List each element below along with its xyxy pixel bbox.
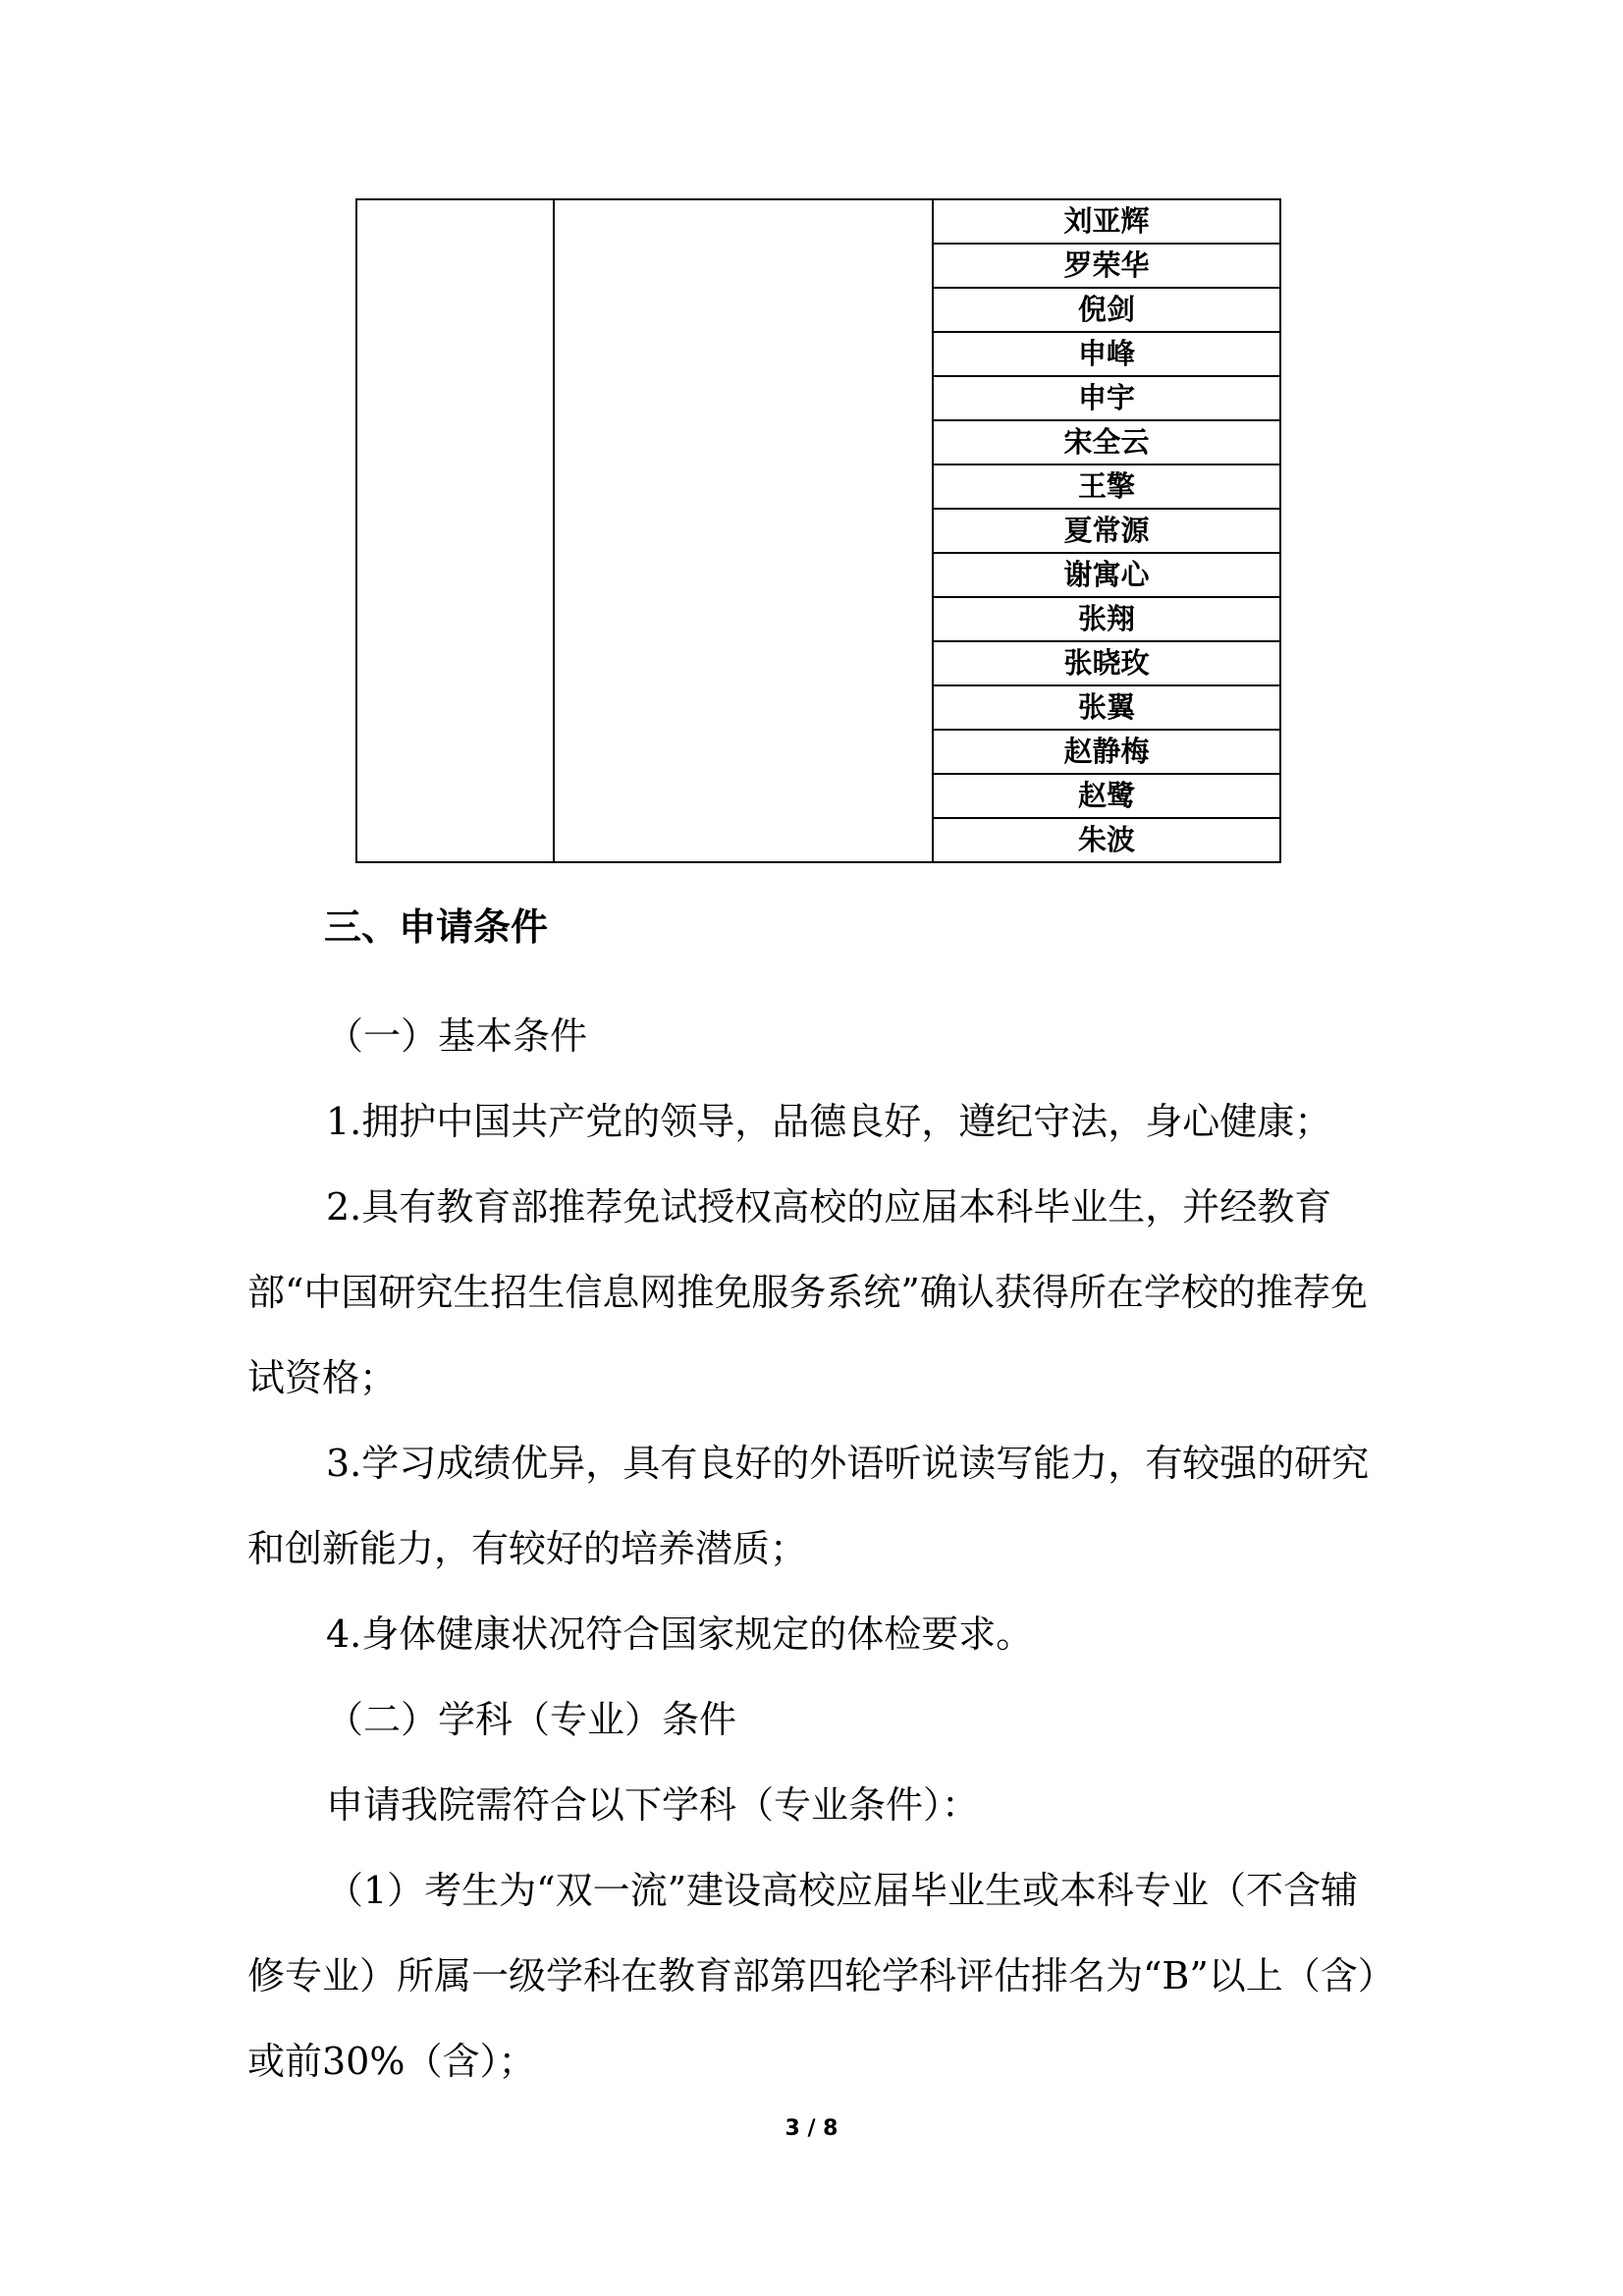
empty-cell [356,199,554,862]
faculty-table [355,198,1281,863]
section-body [247,994,1386,2105]
page-number: 3 / 8 [784,2116,839,2141]
name-cell: 谢寓心 [933,553,1280,597]
paragraph: （1）考生为“双一流”建设高校应届毕业生或本科专业（不含辅修专业）所属一级学科在教育部第四轮学科评估排名为“B”以上（含）或前30%（含）； [247,1869,1377,2083]
name-cell: 倪剑 [933,288,1280,332]
paragraph: （二）学科（专业）条件 [326,1698,737,1741]
name-cell: 夏常源 [933,509,1280,553]
name-cell: 张晓玫 [933,641,1280,685]
table-row [356,199,1280,244]
name-cell: 王擎 [933,465,1280,509]
name-cell: 申宇 [933,376,1280,420]
paragraph: 2.具有教育部推荐免试授权高校的应届本科毕业生，并经教育部“中国研究生招生信息网推免服务系统”确认获得所在学校的推荐免试资格； [247,1185,1368,1399]
name-cell: 赵静梅 [933,730,1280,774]
empty-cell [554,199,933,862]
name-cell: 罗荣华 [933,244,1280,288]
paragraph: 3.学习成绩优异，具有良好的外语听说读写能力，有较强的研究和创新能力，有较好的培养潜质； [247,1442,1370,1570]
name-cell: 申峰 [933,332,1280,376]
name-cell: 宋全云 [933,420,1280,465]
name-cell: 张翔 [933,597,1280,641]
name-cell: 赵鹭 [933,774,1280,818]
section-heading: 三、申请条件 [324,905,549,949]
paragraph: 1.拥护中国共产党的领导，品德良好，遵纪守法，身心健康； [326,1100,1332,1143]
paragraph: 4.身体健康状况符合国家规定的体检要求。 [326,1613,1034,1656]
paragraph: 申请我院需符合以下学科（专业条件）： [326,1783,980,1827]
name-cell: 刘亚辉 [933,199,1280,244]
name-cell: 张翼 [933,685,1280,730]
paragraph: （一）基本条件 [326,1014,588,1058]
name-cell: 朱波 [933,818,1280,862]
